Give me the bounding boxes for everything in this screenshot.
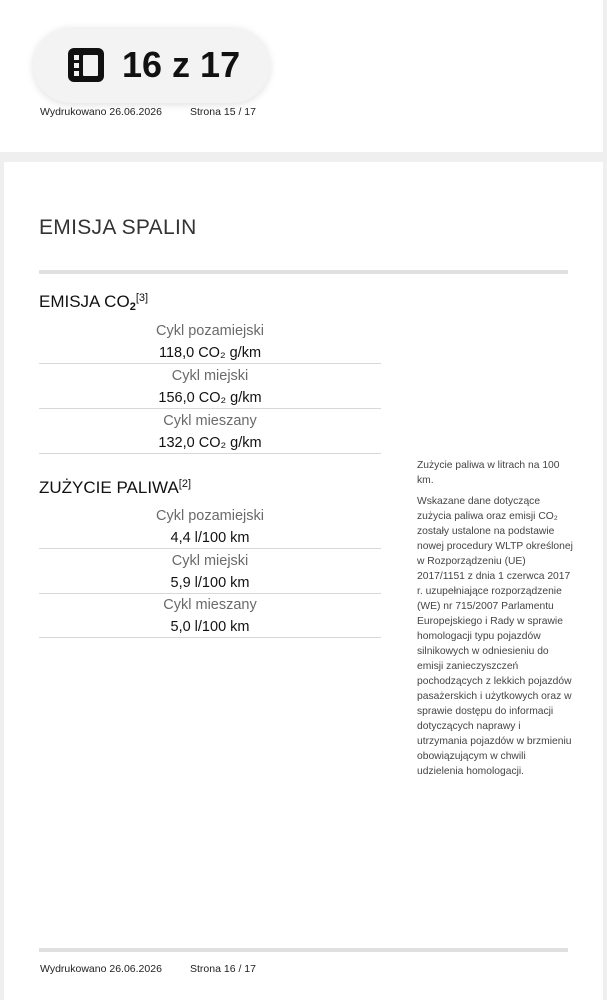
image-counter-badge[interactable] bbox=[33, 27, 270, 103]
table-row bbox=[39, 549, 381, 594]
page-number: Strona 16 / 17 bbox=[190, 963, 256, 975]
row-label: Cykl miejski bbox=[171, 553, 249, 569]
page-number: Strona 15 / 17 bbox=[190, 106, 256, 118]
image-counter: 16 z 17 bbox=[122, 44, 241, 85]
row-label: Cykl mieszany bbox=[163, 413, 257, 429]
row-label: Cykl pozamiejski bbox=[156, 323, 264, 339]
table-row bbox=[39, 593, 381, 638]
fuel-heading: ZUŻYCIE PALIWA[2] bbox=[39, 478, 192, 497]
footnote-wltp: Wskazane dane dotyczące zużycia paliwa oraz emisji CO₂ zostały ustalone na podstawie nowej procedury WLTP określonej w Rozporządzeniu (UE) 2017/1151 z dnia 1 czerwca 2017 r. uzupełniające rozporządzenie (WE) nr 715/2007 Parlamentu Europejskiego i Rady w sprawie homologacji typu pojazdów silnikowych w odniesieniu do emisji zanieczyszczeń pochodzących z lekkich pojazdów pasażerskich i użytkowych oraz w sprawie dostępu do informacji dotyczących naprawy i utrzymania pojazdów w brzmieniu obowiązującym w chwili udzielenia homologacji. bbox=[417, 496, 573, 777]
row-value: 118,0 CO₂ g/km bbox=[158, 345, 262, 361]
footnote-text bbox=[417, 458, 573, 785]
printed-date: Wydrukowano 26.06.2026 bbox=[40, 963, 162, 975]
table-row bbox=[39, 364, 381, 409]
row-value: 5,9 l/100 km bbox=[170, 575, 250, 591]
row-value: 4,4 l/100 km bbox=[170, 530, 250, 546]
previous-page-fragment bbox=[0, 0, 603, 152]
footer-divider bbox=[39, 948, 568, 952]
row-label: Cykl pozamiejski bbox=[156, 508, 264, 524]
row-value: 5,0 l/100 km bbox=[170, 619, 250, 635]
row-label: Cykl miejski bbox=[171, 368, 249, 384]
table-row bbox=[39, 409, 381, 454]
section-title: EMISJA SPALIN bbox=[39, 216, 197, 239]
row-label: Cykl mieszany bbox=[163, 597, 257, 613]
row-value: 156,0 CO₂ g/km bbox=[158, 390, 262, 406]
document-page bbox=[4, 162, 603, 1000]
section-divider bbox=[39, 270, 568, 274]
table-row bbox=[39, 319, 381, 364]
footnote-fuel-unit: Zużycie paliwa w litrach na 100 km. bbox=[417, 460, 560, 486]
emissions-heading: EMISJA CO2[3] bbox=[39, 292, 149, 313]
printed-date: Wydrukowano 26.06.2026 bbox=[40, 106, 162, 118]
row-value: 132,0 CO₂ g/km bbox=[158, 435, 262, 451]
table-row bbox=[39, 504, 381, 549]
gallery-icon bbox=[67, 47, 105, 83]
